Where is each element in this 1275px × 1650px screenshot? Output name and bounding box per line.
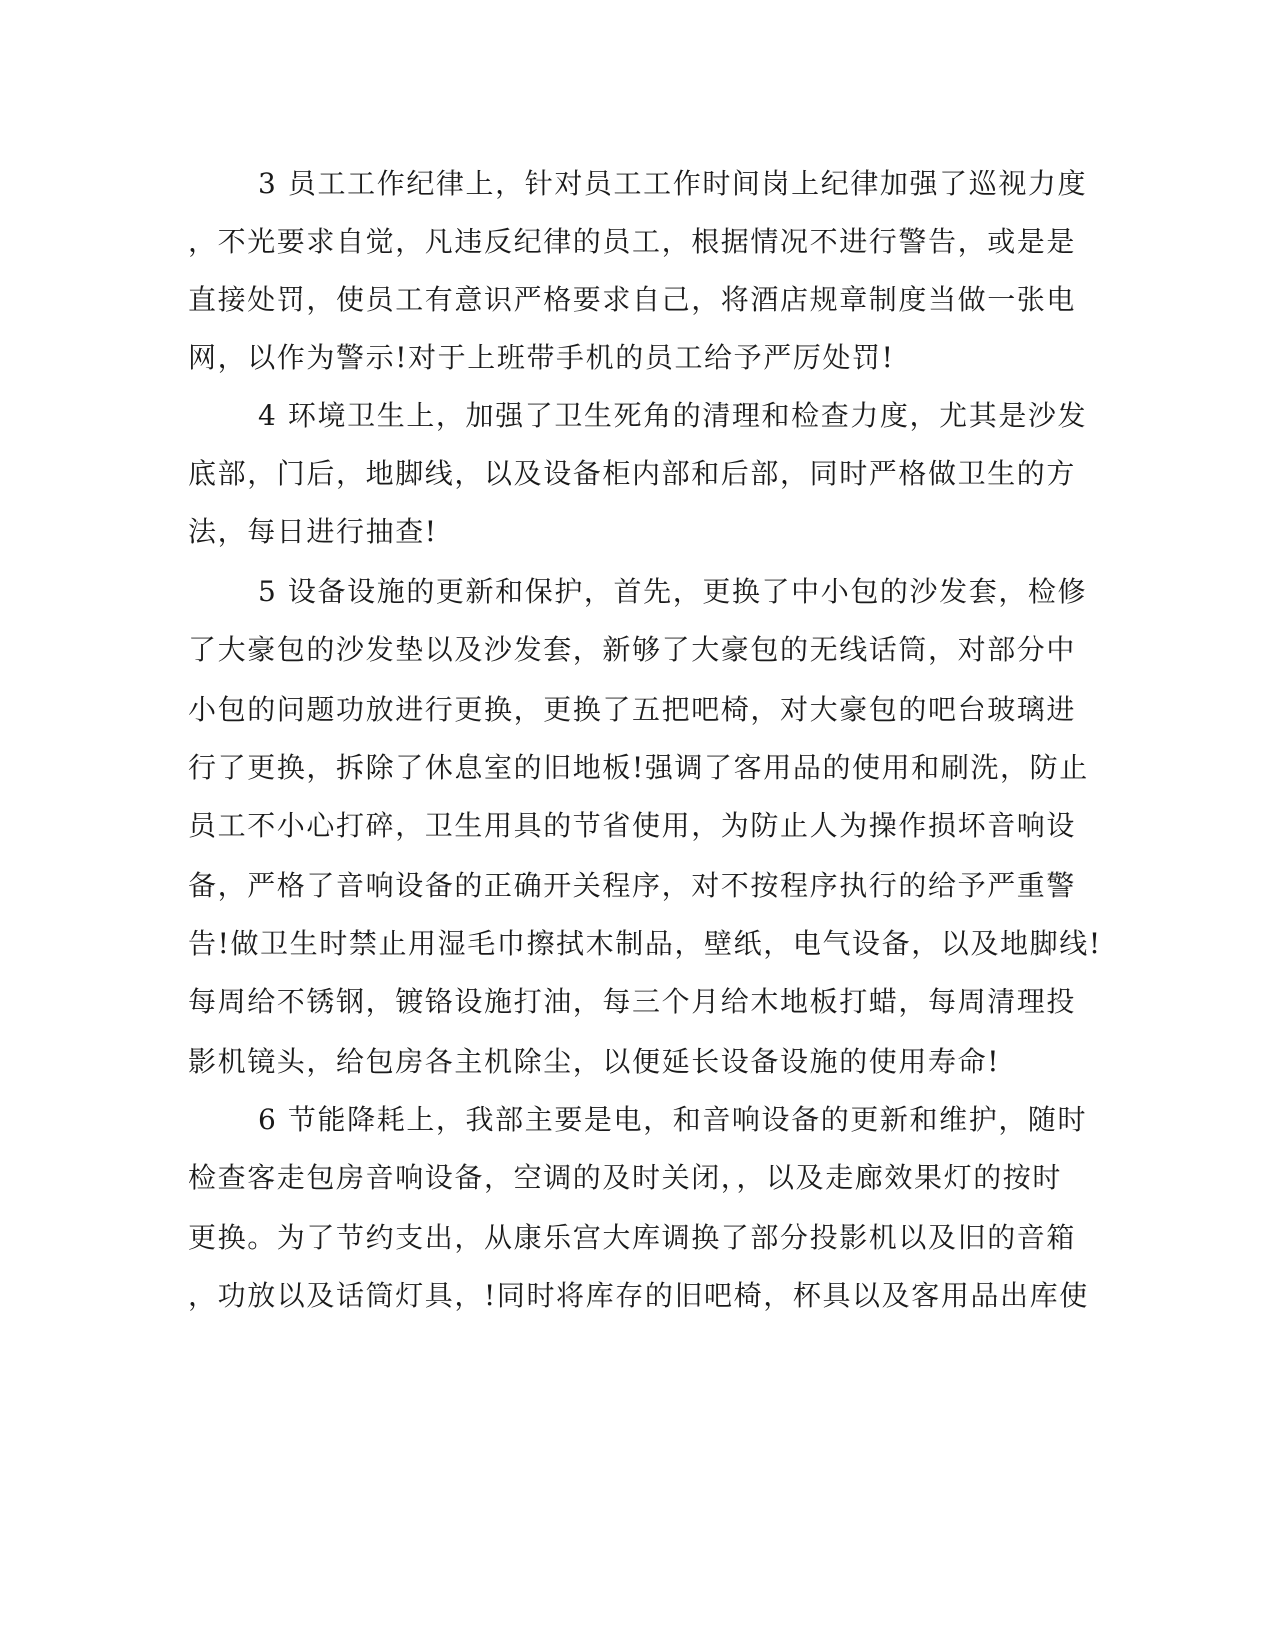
paragraph-3-line-1: 3 员工工作纪律上，针对员工工作时间岗上纪律加强了巡视力度 — [258, 167, 1088, 200]
paragraph-4-line-2: 底部，门后，地脚线，以及设备柜内部和后部，同时严格做卫生的方 — [188, 457, 1077, 490]
paragraph-5-line-1: 5 设备设施的更新和保护，首先，更换了中小包的沙发套，检修 — [258, 575, 1088, 608]
paragraph-5-line-3: 小包的问题功放进行更换，更换了五把吧椅，对大豪包的吧台玻璃进 — [188, 693, 1077, 726]
paragraph-3-line-3: 直接处罚，使员工有意识严格要求自己，将酒店规章制度当做一张电 — [188, 283, 1077, 316]
paragraph-6-line-2: 检查客走包房音响设备，空调的及时关闭，，以及走廊效果灯的按时 — [188, 1161, 1063, 1194]
paragraph-5-line-5: 员工不小心打碎，卫生用具的节省使用，为防止人为操作损坏音响设 — [188, 809, 1077, 842]
paragraph-4-line-1: 4 环境卫生上，加强了卫生死角的清理和检查力度，尤其是沙发 — [258, 399, 1088, 432]
paragraph-5-line-2: 了大豪包的沙发垫以及沙发套，新够了大豪包的无线话筒，对部分中 — [188, 633, 1077, 666]
paragraph-6-line-4: ，功放以及话筒灯具，!同时将库存的旧吧椅，杯具以及客用品出库使 — [188, 1279, 1089, 1312]
paragraph-5-line-4: 行了更换，拆除了休息室的旧地板!强调了客用品的使用和刷洗，防止 — [188, 751, 1089, 784]
paragraph-5-line-9: 影机镜头，给包房各主机除尘，以便延长设备设施的使用寿命! — [188, 1045, 1001, 1078]
paragraph-5-line-7: 告!做卫生时禁止用湿毛巾擦拭木制品，壁纸，电气设备，以及地脚线! — [188, 927, 1102, 960]
paragraph-3-line-2: ，不光要求自觉，凡违反纪律的员工，根据情况不进行警告，或是是 — [188, 225, 1077, 258]
paragraph-3-line-4: 网，以作为警示!对于上班带手机的员工给予严厉处罚! — [188, 341, 895, 374]
paragraph-6-line-1: 6 节能降耗上，我部主要是电，和音响设备的更新和维护，随时 — [258, 1103, 1088, 1136]
paragraph-5-line-8: 每周给不锈钢，镀铬设施打油，每三个月给木地板打蜡，每周清理投 — [188, 985, 1077, 1018]
paragraph-4-line-3: 法，每日进行抽查! — [188, 515, 438, 548]
paragraph-5-line-6: 备，严格了音响设备的正确开关程序，对不按程序执行的给予严重警 — [188, 869, 1077, 902]
paragraph-6-line-3: 更换。为了节约支出，从康乐宫大库调换了部分投影机以及旧的音箱 — [188, 1221, 1077, 1254]
